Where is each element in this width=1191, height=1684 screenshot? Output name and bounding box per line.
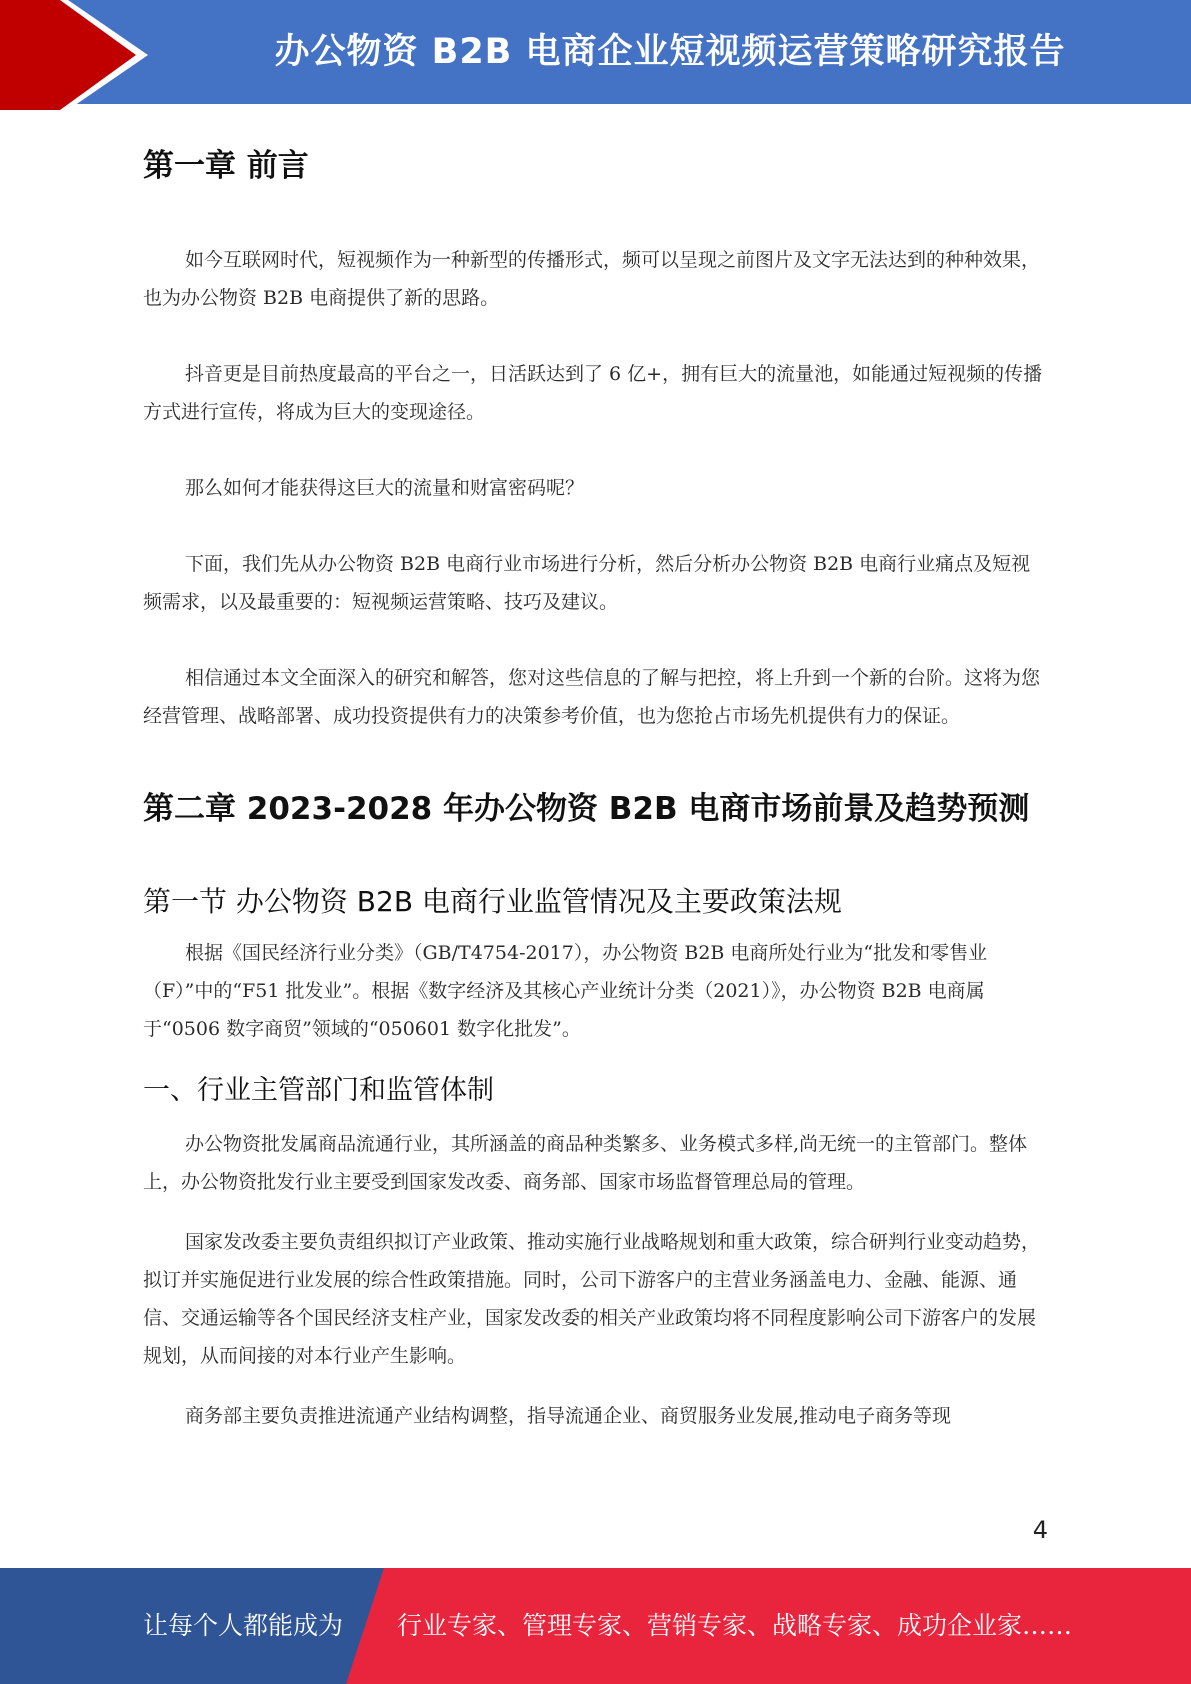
header-banner [0,0,1191,110]
paragraph: 如今互联网时代，短视频作为一种新型的传播形式，频可以呈现之前图片及文字无法达到的种种效果，也为办公物资 B2B 电商提供了新的思路。 [143,249,1041,309]
section-1-heading: 第一节 办公物资 B2B 电商行业监管情况及主要政策法规 [143,885,842,918]
paragraph: 下面，我们先从办公物资 B2B 电商行业市场进行分析，然后分析办公物资 B2B 电商行业痛点及短视频需求，以及最重要的：短视频运营策略、技巧及建议。 [143,553,1031,613]
subsection-1-heading: 一、行业主管部门和监管体制 [143,1075,494,1106]
paragraph: 相信通过本文全面深入的研究和解答，您对这些信息的了解与把控，将上升到一个新的台阶。这将为您经营管理、战略部署、成功投资提供有力的决策参考价值，也为您抢占市场先机提供有力的保证。 [143,667,1041,727]
paragraph: 国家发改委主要负责组织拟订产业政策、推动实施行业战略规划和重大政策，综合研判行业变动趋势，拟订并实施促进行业发展的综合性政策措施。同时，公司下游客户的主营业务涵盖电力、金融、能源、通信、交通运输等各个国民经济支柱产业，国家发改委的相关产业政策均将不同程度影响公司下游客户的发展规划，从而间接的对本行业产生影响。 [143,1231,1041,1367]
page-content [143,128,1048,1435]
footer-slogan-right: 行业专家、管理专家、营销专家、战略专家、成功企业家…… [397,1611,1073,1640]
footer-banner [0,1568,1191,1684]
paragraph: 办公物资批发属商品流通行业，其所涵盖的商品种类繁多、业务模式多样,尚无统一的主管部门。整体上，办公物资批发行业主要受到国家发改委、商务部、国家市场监督管理总局的管理。 [143,1133,1028,1193]
paragraph: 商务部主要负责推进流通产业结构调整，指导流通企业、商贸服务业发展,推动电子商务等现 [185,1405,952,1427]
paragraph: 那么如何才能获得这巨大的流量和财富密码呢？ [185,477,585,499]
paragraph: 根据《国民经济行业分类》（GB/T4754-2017），办公物资 B2B 电商所处行业为“批发和零售业（F）”中的“F51 批发业”。根据《数字经济及其核心产业统计分类（2021）》，办公物资 B2B 电商属于“0506 数字商贸”领域的“050601 数字化批发”。 [143,942,988,1040]
report-title: 办公物资 B2B 电商企业短视频运营策略研究报告 [274,32,1066,72]
footer-slogan-left: 让每个人都能成为 [143,1611,344,1640]
paragraph: 抖音更是目前热度最高的平台之一，日活跃达到了 6 亿+，拥有巨大的流量池，如能通过短视频的传播方式进行宣传，将成为巨大的变现途径。 [143,363,1043,423]
chapter-2-heading: 第二章 2023-2028 年办公物资 B2B 电商市场前景及趋势预测 [143,791,1030,827]
page-number: 4 [1032,1516,1048,1544]
chapter-1-heading: 第一章 前言 [143,148,309,184]
